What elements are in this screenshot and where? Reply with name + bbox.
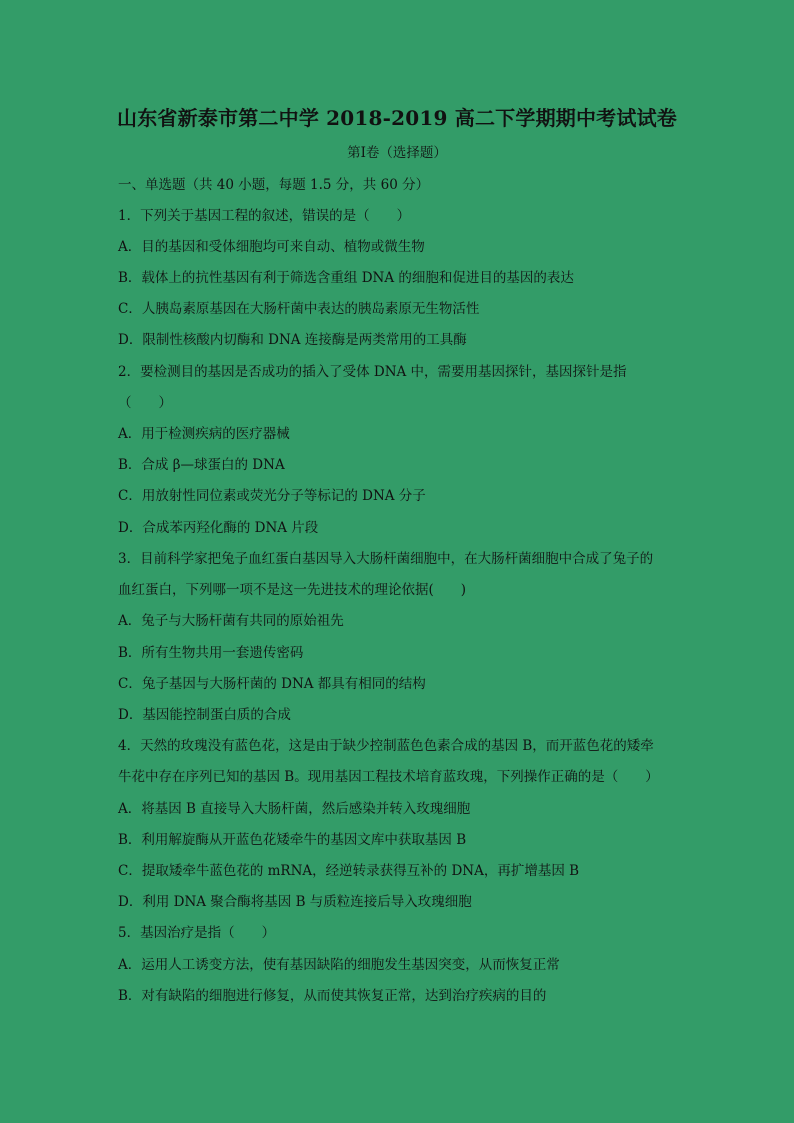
question-1-option-a: A．目的基因和受体细胞均可来自动、植物或微生物 [118,239,425,255]
question-3-option-a: A．兔子与大肠杆菌有共同的原始祖先 [118,613,344,629]
question-2-stem-continued: （ ） [118,395,172,411]
question-1-option-b: B．载体上的抗性基因有利于筛选含重组 DNA 的细胞和促进目的基因的表达 [118,270,574,286]
question-4-option-b: B．利用解旋酶从开蓝色花矮牵牛的基因文库中获取基因 B [118,832,467,848]
question-3-stem: 3．目前科学家把兔子血红蛋白基因导入大肠杆菌细胞中，在大肠杆菌细胞中合成了兔子的 [118,551,654,567]
question-4-option-c: C．提取矮牵牛蓝色花的 mRNA，经逆转录获得互补的 DNA，再扩增基因 B [118,863,580,879]
question-2-option-c: C．用放射性同位素或荧光分子等标记的 DNA 分子 [118,488,426,504]
question-1-option-c: C．人胰岛素原基因在大肠杆菌中表达的胰岛素原无生物活性 [118,301,480,317]
volume-heading: 第Ⅰ卷（选择题） [347,145,447,161]
question-4-stem-continued: 牛花中存在序列已知的基因 B。现用基因工程技术培育蓝玫瑰，下列操作正确的是（ ） [118,769,659,785]
question-4-option-d: D．利用 DNA 聚合酶将基因 B 与质粒连接后导入玫瑰细胞 [118,894,472,910]
question-5-option-a: A．运用人工诱变方法，使有基因缺陷的细胞发生基因突变，从而恢复正常 [118,957,560,973]
question-5-stem: 5．基因治疗是指（ ） [118,925,276,941]
section-heading: 一、单选题（共 40 小题，每题 1.5 分，共 60 分） [118,177,430,193]
question-2-option-a: A．用于检测疾病的医疗器械 [118,426,290,442]
question-2-stem: 2．要检测目的基因是否成功的插入了受体 DNA 中，需要用基因探针，基因探针是指 [118,364,627,380]
question-3-stem-continued: 血红蛋白，下列哪一项不是这一先进技术的理论依据( ) [118,582,467,598]
question-2-option-b: B．合成 β—球蛋白的 DNA [118,457,285,473]
question-3-option-d: D．基因能控制蛋白质的合成 [118,707,291,723]
question-3-option-b: B．所有生物共用一套遗传密码 [118,645,304,661]
question-5-option-b: B．对有缺陷的细胞进行修复，从而使其恢复正常，达到治疗疾病的目的 [118,988,547,1004]
question-1-option-d: D．限制性核酸内切酶和 DNA 连接酶是两类常用的工具酶 [118,332,467,348]
question-4-stem: 4．天然的玫瑰没有蓝色花，这是由于缺少控制蓝色色素合成的基因 B，而开蓝色花的矮牵 [118,738,654,754]
question-4-option-a: A．将基因 B 直接导入大肠杆菌，然后感染并转入玫瑰细胞 [118,801,471,817]
question-2-option-d: D．合成苯丙羟化酶的 DNA 片段 [118,520,319,536]
question-3-option-c: C．兔子基因与大肠杆菌的 DNA 都具有相同的结构 [118,676,426,692]
question-1-stem: 1．下列关于基因工程的叙述，错误的是（ ） [118,208,411,224]
exam-title: 山东省新泰市第二中学 2018-2019 高二下学期期中考试试卷 [117,106,677,130]
